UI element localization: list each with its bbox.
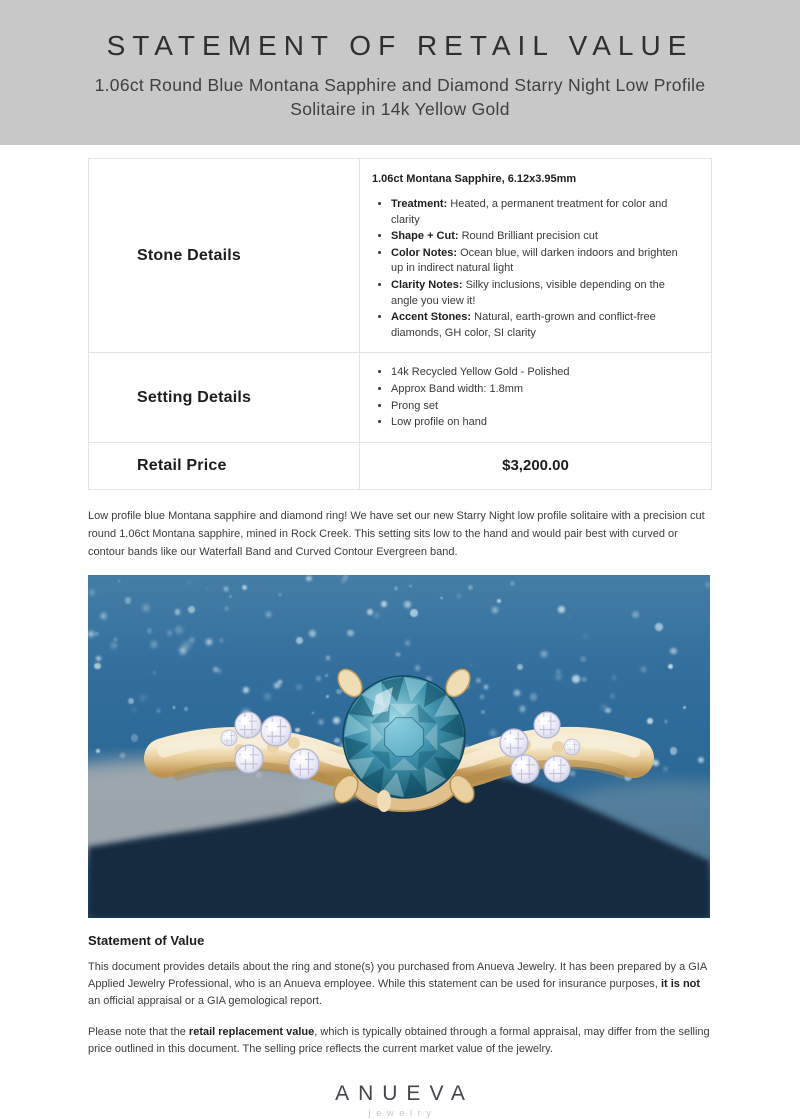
detail-item: • Accent Stones: Natural, earth-grown and conflict-free diamonds, GH color, SI clarity <box>391 310 693 341</box>
page-title: STATEMENT OF RETAIL VALUE <box>106 30 694 61</box>
setting-details-list <box>372 365 693 430</box>
statement-paragraph: Please note that the retail replacement value, which is typically obtained through a formal appraisal, may differ from the selling price outlined in this document. The selling price reflects the current market value of the jewelry. <box>88 1025 710 1056</box>
product-description: Low profile blue Montana sapphire and diamond ring! We have set our new Starry Night low profile solitaire with a precision cut round 1.06ct Montana sapphire, mined in Rock Creek. This setting sits low to the hand and would pair best with curved or contour bands like our Waterfall Band and Curved Contour Evergreen band. <box>88 509 705 559</box>
detail-item: • Prong set <box>391 399 693 415</box>
document-header <box>0 0 800 145</box>
center-sapphire-stone <box>343 676 465 798</box>
detail-item: • Color Notes: Ocean blue, will darken indoors and brighten up in indirect natural light <box>391 246 693 277</box>
detail-item: • Clarity Notes: Silky inclusions, visible depending on the angle you view it! <box>391 278 693 309</box>
row-label: Setting Details <box>137 388 252 406</box>
document-body <box>88 158 712 1119</box>
ring-illustration <box>88 575 710 918</box>
stone-details-list <box>372 197 693 341</box>
brand-logo: ANUEVA <box>335 1081 474 1105</box>
retail-price-label-cell <box>89 443 360 489</box>
statement-heading: Statement of Value <box>88 932 205 948</box>
retail-price-value: $3,200.00 <box>502 457 569 475</box>
brand-footer <box>88 1082 712 1119</box>
detail-item: • Treatment: Heated, a permanent treatment for color and clarity <box>391 197 693 228</box>
detail-item: • Low profile on hand <box>391 415 693 431</box>
page-subtitle: 1.06ct Round Blue Montana Sapphire and Diamond Starry Night Low Profile Solitaire in 14k Yellow Gold <box>94 75 706 120</box>
ring-photo <box>88 575 710 918</box>
statement-of-value-section <box>88 933 712 1059</box>
stone-details-label-cell <box>89 159 360 353</box>
setting-details-value-cell <box>360 353 711 442</box>
statement-paragraph: This document provides details about the ring and stone(s) you purchased from Anueva Jewelry. It has been prepared by a GIA Applied Jewelry Professional, who is an Anueva employee. While this statement can be used for insurance purposes, it is not an official appraisal or a GIA gemological report. <box>88 960 707 1008</box>
brand-logo-subtext: jewelry <box>368 1107 437 1119</box>
setting-details-label-cell <box>89 353 360 442</box>
details-table <box>88 158 712 490</box>
detail-item: • Shape + Cut: Round Brilliant precision cut <box>391 229 693 245</box>
detail-item: • Approx Band width: 1.8mm <box>391 382 693 398</box>
row-label: Stone Details <box>137 246 241 264</box>
stone-heading: 1.06ct Montana Sapphire, 6.12x3.95mm <box>372 173 577 185</box>
row-label: Retail Price <box>137 456 227 474</box>
retail-price-value-cell <box>360 443 711 489</box>
stone-details-value-cell <box>360 159 711 353</box>
detail-item: • 14k Recycled Yellow Gold - Polished <box>391 365 693 381</box>
